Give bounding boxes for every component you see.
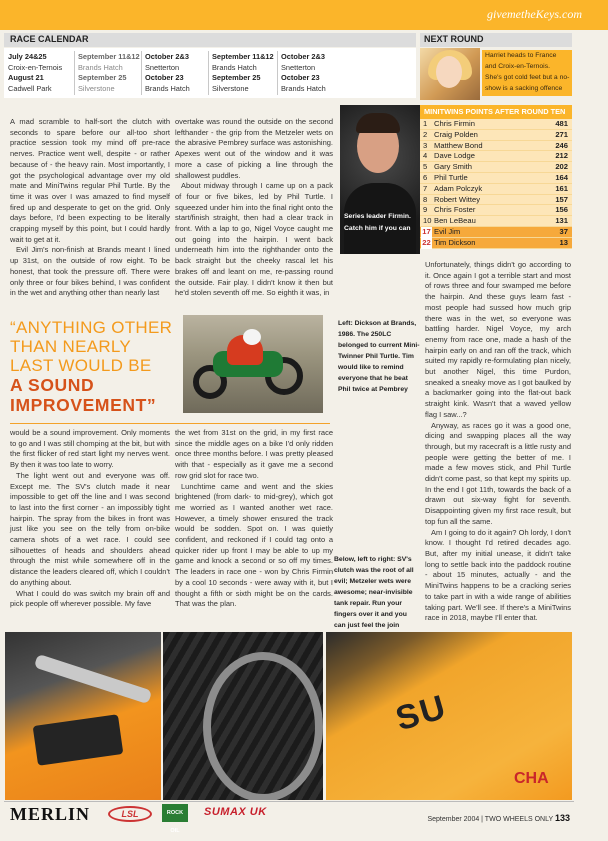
points-table-header <box>420 105 572 119</box>
points-value: 161 <box>555 183 568 193</box>
points-rider-name: Ben LeBeau <box>434 216 476 226</box>
race-calendar-header <box>4 33 416 47</box>
body-column-1-bottom: would be a sound improvement. Only moments to go and I was still chomping at the bit, but with the first flicker of red start light my nerves went. By then it was too late to worry. The light went out and everyone was off. Except me. The SV's clutch made it near impossible to get off the line and I was second to last into the first corner - an impossibly tight hairpin. The spray from the bikes in front was just like you see on the telly from on-bike camera shots of a wet race. I could see silhouettes of heads and shoulders ahead through the mist while somewhere off in the distance the leaders cleared off, which I couldn't do anything about. What I could do was switch my brain off and pick people off wherever possible. My fave <box>10 428 170 609</box>
calendar-divider <box>74 51 75 95</box>
points-row <box>420 195 572 206</box>
calendar-column: October 2&3 Snetterton October 23 Brands Hatch <box>145 52 190 93</box>
points-position: 6 <box>423 172 428 182</box>
header-band <box>0 0 608 30</box>
calendar-column: September 11&12 Brands Hatch September 25 Silverstone <box>212 52 274 93</box>
page-number: 133 <box>554 813 570 823</box>
points-rider-name: Craig Polden <box>434 129 478 139</box>
firmin-caption: Series leader Firmin. Catch him if you can <box>344 213 411 232</box>
points-value: 164 <box>555 172 568 182</box>
points-row <box>420 130 572 141</box>
points-row <box>420 216 572 227</box>
calendar-column: October 2&3 Snetterton October 23 Brands Hatch <box>281 52 326 93</box>
next-round-title: NEXT ROUND <box>424 34 484 44</box>
points-value: 246 <box>555 140 568 150</box>
points-position: 17 <box>422 226 431 236</box>
next-round-text: Harriet heads to France and Croix-en-Ternois. She's got cold feet but a no- show is a sacking offence <box>482 50 572 96</box>
points-position: 3 <box>423 140 428 150</box>
points-value: 131 <box>555 216 568 226</box>
dickson-racing-photo <box>183 315 323 413</box>
points-value: 271 <box>555 129 568 139</box>
points-rider-name: Tim Dickson <box>434 237 476 247</box>
tyre-photo <box>163 632 323 800</box>
points-row <box>420 238 572 249</box>
points-row <box>420 173 572 184</box>
points-rider-name: Robert Wittey <box>434 194 480 204</box>
race-calendar <box>4 48 416 98</box>
bottom-photos-caption: Below, left to right: SV's clutch was the root of all evil; Metzeler wets were awesome; near-invisible tank repair. Run your fingers over it and you can just feel the join <box>334 556 414 629</box>
points-row <box>420 119 572 130</box>
points-position: 7 <box>423 183 428 193</box>
points-rider-name: Phil Turtle <box>434 172 468 182</box>
body-column-2-top: overtake was round the outside on the second lefthander - the grip from the Metzeler wets on the abrasive Pembrey surface was astonishing. Apexes went out of the window and it was more a case of picking a line through the shallowest puddles. About midway through I came up on a pack of four or five bikes, led by Phil Turtle. I squeezed under him into the final right onto the start/finish straight, then had a clear track in front. With a lap to go, Nigel Voyce caught me out going into the hairpin. I went back underneath him into the righthander onto the back straight but the cheeky rascal let his brakes off and leant on me, re-passing round the outside. Fair play. I didn't know it then but he'd stolen seventh off me. So eighth it was, in <box>175 117 333 298</box>
points-position: 9 <box>423 205 428 215</box>
points-row <box>420 205 572 216</box>
points-rider-name: Adam Polczyk <box>434 183 483 193</box>
merlin-logo: MERLIN <box>10 804 91 824</box>
harriet-photo <box>420 48 480 100</box>
calendar-column: September 11&12 Brands Hatch September 25 Silverstone <box>78 52 140 93</box>
points-rider-name: Chris Firmin <box>434 119 475 128</box>
calendar-divider <box>277 51 278 95</box>
points-value: 157 <box>555 194 568 204</box>
body-column-2-bottom: the wet from 31st on the grid, in my first race since the middle ages on a bike I'd only ridden once three months before. I was pretty pleased with that - especially as it gave me a second row grid slot for race two. Lunchtime came and went and the skies brightened (from dark- to mid-grey), which got me worried as I wanted another wet race. However, a timely shower ensured the track would be sodden. Spot on. I was quietly confident, and reckoned if I could tag onto a quicker rider up front I may be able to up my game and knock a second or so off my times. The leaders in race one - won by Chris Firmin by a cool 10 seconds - were away with it, but I thought a fifth or sixth might be on the cards. That was the plan. <box>175 428 333 609</box>
points-position: 22 <box>422 237 431 247</box>
body-column-1-top: A mad scramble to half-sort the clutch with seconds to spare before our all-too short practice session took my mind off pre-race nerves. Practice went well, despite - or rather because of - the heavy rain. Most importantly, I got the psychological advantage over my old mate and MiniTwins regular Phil Turtle. By the time it was over I was amazed to find myself fired up and desperate to get on the grid. Only days before, I'd been expecting to be literally crapping myself by this point, but I could hardly wait to get at it. Evil Jim's non-finish at Brands meant I lined up 31st, on the outside of row eight. To be honest, that took the pressure off. There were only three or four bikes behind, I was confident in the wet and anything other than nearly last <box>10 117 170 298</box>
points-position: 1 <box>423 119 428 128</box>
clutch-photo <box>5 632 161 800</box>
points-table <box>420 119 572 249</box>
points-rider-name: Gary Smith <box>434 162 472 172</box>
race-calendar-title: RACE CALENDAR <box>10 34 89 44</box>
sumax-logo: SUMAX UK <box>204 806 267 818</box>
points-row <box>420 227 572 238</box>
next-round-header <box>420 33 572 47</box>
tank-logo-text: SU <box>391 687 452 739</box>
points-position: 2 <box>423 129 428 139</box>
lsl-logo: LSL <box>108 806 152 822</box>
points-rider-name: Dave Lodge <box>434 151 475 161</box>
publication-footer <box>427 813 570 823</box>
points-position: 4 <box>423 151 428 161</box>
footer-divider <box>4 801 574 802</box>
calendar-column: July 24&25 Croix-en-Ternois August 21 Cadwell Park <box>8 52 63 93</box>
points-position: 10 <box>423 216 432 226</box>
points-value: 212 <box>555 151 568 161</box>
tank-sticker-text: CHA <box>514 770 549 787</box>
points-row <box>420 184 572 195</box>
points-rider-name: Chris Foster <box>434 205 476 215</box>
points-value: 13 <box>559 237 568 247</box>
body-column-4: Unfortunately, things didn't go according to it. Once again I got a terrible start and most of rows three and four swamped me before the hairpin. And these guys learn fast - most people had sussed how much grip there was in the wet, so everyone was battling harder. Nigel Voyce, my arch enemy from race one, made a hash of the hairpin early on and ran off the track, which suited my rapidly re-formulating plan nicely, but another Nigel, this time Purdon, sneaked a sneaky move as I got baulked by a backmarker going into the flat-out back straight kink. Wasn't that a waved yellow flag I saw...? Anyway, as races go it was a good one, dicing and swapping places all the way through, but my racecraft is a little rusty and people were getting the better of me. I made a few moves stick, and Phil Turtle didn't come past, so that kept my spirits up. In the end I got 11th, towards the back of a drawn out six-way fight for seventh. Disappointing given my first race result, but top fun all the same. Am I going to do it again? Oh lordy, I don't know. I thought I'd retired decades ago. But, after my initial unease, it didn't take long to settle back into the paddock routine - about 15 minutes, actually - and the MiniTwins happens to be a cracking series to take part in with a wide range of abilities taking part. We'll see. If there's a MiniTwins race in 2018, maybe I'll enter that. <box>425 260 571 623</box>
pull-quote-rule <box>10 423 330 424</box>
points-table-title: MINITWINS POINTS AFTER ROUND TEN <box>424 107 566 116</box>
pull-quote: “ANYTHING OTHER THAN NEARLY LAST WOULD BE A SOUND IMPROVEMENT” <box>10 318 173 415</box>
calendar-divider <box>208 51 209 95</box>
points-row <box>420 141 572 152</box>
tank-photo <box>326 632 572 800</box>
points-rider-name: Evil Jim <box>434 226 461 236</box>
points-position: 5 <box>423 162 428 172</box>
calendar-divider <box>141 51 142 95</box>
rock-oil-logo: ROCK OIL <box>162 804 188 822</box>
publication-name: September 2004 | TWO WHEELS ONLY <box>427 816 554 823</box>
points-row <box>420 151 572 162</box>
dickson-caption: Left: Dickson at Brands, 1986. The 250LC belonged to current Mini-Twinner Phil Turtle. Tim would like to remind everyone that he beat Phil twice at Pembrey <box>338 320 420 393</box>
points-value: 481 <box>555 119 568 128</box>
points-value: 37 <box>559 226 568 236</box>
points-rider-name: Matthew Bond <box>434 140 483 150</box>
site-brand: givemetheKeys.com <box>487 7 582 21</box>
points-value: 202 <box>555 162 568 172</box>
points-position: 8 <box>423 194 428 204</box>
points-row <box>420 162 572 173</box>
points-value: 156 <box>555 205 568 215</box>
